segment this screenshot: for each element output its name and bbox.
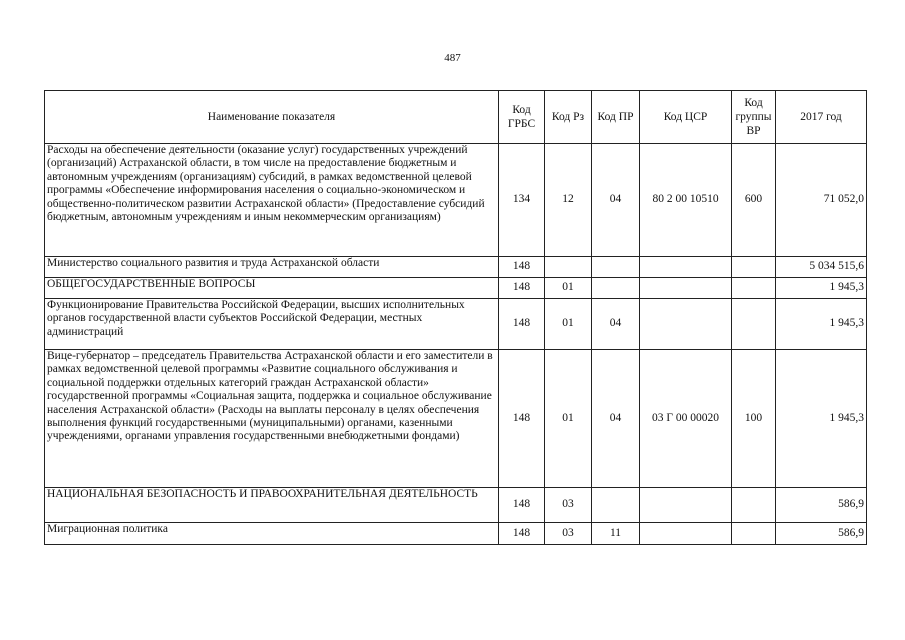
row-vr: 100 bbox=[732, 350, 776, 488]
row-rz: 12 bbox=[545, 144, 592, 257]
row-name: Функционирование Правительства Российской Федерации, высших исполнительных органов государственной власти субъектов Российской Федерации, местных администраций bbox=[45, 299, 499, 350]
row-amount: 586,9 bbox=[776, 523, 867, 545]
table-row bbox=[45, 523, 867, 545]
header-vr: Код группы ВР bbox=[732, 91, 776, 144]
row-rz: 01 bbox=[545, 299, 592, 350]
row-name: Министерство социального развития и труда Астраханской области bbox=[45, 257, 499, 278]
header-name: Наименование показателя bbox=[45, 91, 499, 144]
row-amount: 5 034 515,6 bbox=[776, 257, 867, 278]
row-pr: 11 bbox=[592, 523, 640, 545]
row-vr bbox=[732, 488, 776, 523]
row-pr bbox=[592, 278, 640, 299]
row-amount: 586,9 bbox=[776, 488, 867, 523]
row-grbs: 148 bbox=[499, 488, 545, 523]
row-pr bbox=[592, 488, 640, 523]
row-csr: 80 2 00 10510 bbox=[640, 144, 732, 257]
table-row bbox=[45, 299, 867, 350]
row-rz: 03 bbox=[545, 523, 592, 545]
row-rz: 01 bbox=[545, 350, 592, 488]
row-csr bbox=[640, 299, 732, 350]
row-vr bbox=[732, 299, 776, 350]
row-name: ОБЩЕГОСУДАРСТВЕННЫЕ ВОПРОСЫ bbox=[45, 278, 499, 299]
row-name: Расходы на обеспечение деятельности (оказание услуг) государственных учреждений (организаций) Астраханской области, в том числе на предоставление бюджетным и автономным учреждениям (организациям) субсидий, в рамках ведомственной целевой программы «Обеспечение информирования населения о социально-экономическом и общественно-политическом развитии Астраханской области» (Предоставление субсидий бюджетным, автономным учреждениям и иным некоммерческим организациям) bbox=[45, 144, 499, 257]
row-grbs: 148 bbox=[499, 523, 545, 545]
row-csr: 03 Г 00 00020 bbox=[640, 350, 732, 488]
page-number: 487 bbox=[444, 52, 461, 64]
row-pr: 04 bbox=[592, 350, 640, 488]
row-rz bbox=[545, 257, 592, 278]
row-amount: 71 052,0 bbox=[776, 144, 867, 257]
row-rz: 03 bbox=[545, 488, 592, 523]
row-amount: 1 945,3 bbox=[776, 278, 867, 299]
row-vr: 600 bbox=[732, 144, 776, 257]
row-name: Вице-губернатор – председатель Правительства Астраханской области и его заместители в рамках ведомственной целевой программы «Развитие социального обслуживания и социальной поддержки отдельных категорий граждан Астраханской области» государственной программы «Социальная защита, поддержка и социальное обслуживание населения Астраханской области» (Расходы на выплаты персоналу в целях обеспечения выполнения функций государственными (муниципальными) органами, казенными учреждениями, органами управления государственными внебюджетными фондами) bbox=[45, 350, 499, 488]
row-csr bbox=[640, 257, 732, 278]
header-year: 2017 год bbox=[776, 91, 867, 144]
row-name: Миграционная политика bbox=[45, 523, 499, 545]
table-row bbox=[45, 257, 867, 278]
row-vr bbox=[732, 278, 776, 299]
row-amount: 1 945,3 bbox=[776, 299, 867, 350]
row-grbs: 148 bbox=[499, 350, 545, 488]
header-grbs: Код ГРБС bbox=[499, 91, 545, 144]
row-vr bbox=[732, 257, 776, 278]
table-row bbox=[45, 278, 867, 299]
row-pr: 04 bbox=[592, 144, 640, 257]
table-row bbox=[45, 488, 867, 523]
row-pr: 04 bbox=[592, 299, 640, 350]
table-row bbox=[45, 144, 867, 257]
table-row bbox=[45, 350, 867, 488]
row-amount: 1 945,3 bbox=[776, 350, 867, 488]
table-header-row bbox=[45, 91, 867, 144]
header-rz: Код Рз bbox=[545, 91, 592, 144]
header-pr: Код ПР bbox=[592, 91, 640, 144]
budget-table bbox=[44, 90, 867, 545]
row-csr bbox=[640, 278, 732, 299]
row-grbs: 148 bbox=[499, 278, 545, 299]
row-pr bbox=[592, 257, 640, 278]
row-csr bbox=[640, 523, 732, 545]
row-grbs: 134 bbox=[499, 144, 545, 257]
row-grbs: 148 bbox=[499, 257, 545, 278]
row-name: НАЦИОНАЛЬНАЯ БЕЗОПАСНОСТЬ И ПРАВООХРАНИТЕЛЬНАЯ ДЕЯТЕЛЬНОСТЬ bbox=[45, 488, 499, 523]
row-grbs: 148 bbox=[499, 299, 545, 350]
row-csr bbox=[640, 488, 732, 523]
row-rz: 01 bbox=[545, 278, 592, 299]
header-csr: Код ЦСР bbox=[640, 91, 732, 144]
row-vr bbox=[732, 523, 776, 545]
